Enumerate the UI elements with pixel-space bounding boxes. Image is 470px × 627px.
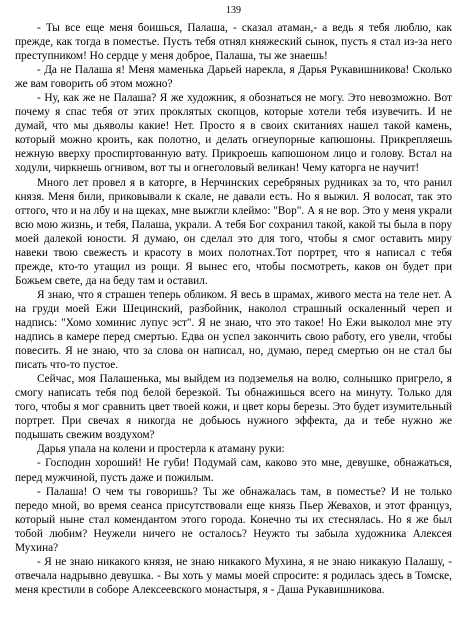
paragraph: - Палаша! О чем ты говоришь? Ты же обнажалась там, в поместье? И не только передо мной, во время сеанса присутствовали еще князь Пьер Жевахов, и этот француз, который ныне стал комендантом этого города. Конечно ты их стеснялась. Но я же был тобой любим? Неужели ничего не осталось? Неужто ты забыла художника Алексея Мухина? [15, 485, 452, 554]
page-number: 139 [226, 5, 241, 16]
paragraph: Много лет провел я в каторге, в Нерчинских серебряных рудниках за то, что ранил князя. Меня били, приковывали к скале, не давали есть. Но я выжил. Я волосат, так это оттого, что и на лбу и на щеках, мне выжгли клеймо: "Вор". А я не вор. Это у меня украли всю мою жизнь, и тебя, Палаша, украли. А тебя Бог сохранил такой, какой ты была в пору моей далекой юности. Я думаю, он сделал это для того, чтобы я смог оставить миру навеки твою свежесть и красоту в моих полотнах.Тот портрет, что я написал с тебя прежде, кто-то утащил из рощи. Я вынес его, чтобы посмотреть, каков он будет при Божьем свете, да на беду там и оставил. [15, 176, 452, 287]
paragraph: Дарья упала на колени и простерла к атаману руки: [37, 443, 285, 456]
paragraph: - Да не Палаша я! Меня маменька Дарьей нарекла, я Дарья Рукавишникова! Сколько же вам говорить об этом можно? [15, 64, 452, 91]
body-text [15, 21, 452, 597]
paragraph: - Ну, как же не Палаша? Я же художник, я обознаться не могу. Это невозможно. Вот почему я спас тебя от этих проклятых скопцов, которые хотели тебя изувечить. И не думай, что мы дьяволы какие! Нет. Просто я в своих скитаниях нашел такой камень, который можно кроить, как полотно, и делать огнеупорные капюшоны. Прикрепляешь нежную вверху проспиртованную вату. Прикроешь капюшоном лицо и голову. Встал на ходули, чиркнешь огнивом, вот ты и огнеголовый великан! Чему каторга не научит! [15, 92, 452, 175]
paragraph: - Ты все еще меня боишься, Палаша, - сказал атаман,- а ведь я тебя люблю, как прежде, как тогда в поместье. Пусть тебя отнял княжеский сынок, пусть я стал из-за него преступником! Но сердце у меня доброе, Палаша, ты же знаешь! [15, 22, 452, 63]
paragraph: Сейчас, моя Палашенька, мы выйдем из подземелья на волю, солнышко пригрело, я смогу написать тебя под белой березкой. Ты обнажишься всего на минуту. Только для того, чтобы я мог сравнить цвет твоей кожи, и цвет коры березы. Это будет изумительный портрет. При свечах я никогда не добьюсь нужного эффекта, да и тебе нужно же подышать свежим воздухом? [15, 373, 452, 442]
paragraph: Я знаю, что я страшен теперь обликом. Я весь в шрамах, живого места на теле нет. А на груди моей Ежи Шецинский, разбойник, наколол страшный оскаленный череп и надпись: "Хомо хоминис лупус эст". Я не знаю, что это такое! Но Ежи выколол мне эту надпись в камере перед смертью. Едва он успел закончить свою работу, его увели, чтобы повесить. Я не знаю, что за слова он написал, но, думаю, перед смертью он не стал бы писать что-то пустое. [15, 288, 452, 372]
paragraph: - Господин хороший! Не губи! Подумай сам, каково это мне, девушке, обнажаться, перед мужчиной, пусть даже и пожилым. [15, 457, 452, 484]
paragraph: - Я не знаю никакого князя, не знаю никакого Мухина, я не знаю никакую Палашу, - отвечала надрывно девушка. - Вы хоть у мамы моей спросите: я родилась здесь в Томске, меня крестили в соборе Алексеевского монастыря, я - Даша Рукавишникова. [15, 555, 452, 596]
